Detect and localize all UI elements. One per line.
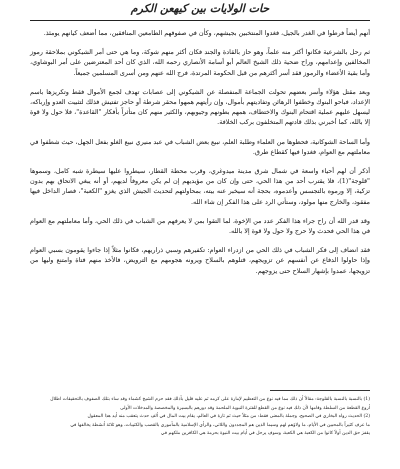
footnote-line: (1) بالنسبة بالنسبة بالقلوجة: مقالاً أن ذلك مما فيه نوع من التعظيم لإمارة على كرمه ثم عليه قليل بأذلك فقد حرم الشيخ كشماء وقد ساء بتلك الصفوف بالتحقيقات اطلال <box>50 397 370 402</box>
footnotes <box>30 396 370 439</box>
footnote-line: ما عرف كثيراً بالمحبين في الأيام، ما ولاؤهم لهم وسيما الذين هم المجددون واللاتي، والرأي الإسلامية بالمأموري بالقصب والكتيبات، وهو ثلاثة أنشطة يخالفها في <box>70 422 370 428</box>
paragraph: فقد انضاف إلى فكر الشباب في ذلك الحي من ازدراء العوام: تكفيرهم وسبي ذراريهم، فكانوا مثلاً إذا جاءوا يقومون بسبي العوام وإذا حاولوا الدفاع عن أنفسهم عن تزويجهم، قتلوهم بالسلاح ويرونه هجومهم مع الترويض، فالأخذ منهم فتاة وامتنع وليها من تزويجها، عمدوا بإشهار السلاح حتى يزوجهم. <box>30 246 370 275</box>
main-text <box>30 28 370 285</box>
running-title: حات الولايات بين كيهعن الكرم <box>130 2 270 15</box>
footnote-line: أروع القطعة من السلطة وقامها لأن ذلك فيه نوع من القطع للفترة النبوية الملحمة وقد دورهم بالبسيرة والمخصصة والمدخلات الأولى <box>120 405 370 411</box>
footnote-divider <box>270 390 370 391</box>
paragraph: وقد قدر الله أن راح جراء هذا الفكر عدد من الإخوة، لما التقوا بمن لا يعرفهم من الشباب في ذلك الحي، وأما معاملتهم مع العوام في هذا الحي فحدث ولا حرج ولا حول ولا قوة إلا بالله. <box>30 216 370 236</box>
paragraph: وبعد مقتل هؤلاء وأسر بعضهم تحولت الجماعة المنفصلة عن الشيكوني إلى عصابات تهدف لجمع الأموال فقط وتكريزها باسم الإعداد، فباحو البنوك وخطفوا الرهائن وتفاديتهم بأموال، وإن رأيتهم همهوا محقر شرطة أو حاجز تفتيش فذلك لتثبيت العدو وإرباكه، ليسهل عليهم عملية اقتحام البنوك والاختطاف، همهم بطونهم وجيوبهم، والكثير منهم كان متأثراً بأفكار "القاعدة"، فلا حول ولا قوة إلا بالله، كما أخبرني بذلك قادتهم المتخلفون بركب الخلافة. <box>30 87 370 127</box>
footnote-line: (2) الحديث رواه البخاري في الصحيح، وجملة بالمعنى فقط: من مثلاً حيث ثم تارة في العالم، يقام بيت المال في ألف حدث يتعقب منه أيد هذا المعقول <box>87 414 370 420</box>
paragraph: وأما الساحة الشوكانية، فحظوها من العلماء وطلبة العلم، نبيع بعض الشباب في عبد منيري نبيع الغلو بفعل الجهل، حيث شطفوا في معاملتهم مع العوام، فغدوا فيها كقطاع طرق. <box>30 137 370 156</box>
page-header <box>0 0 400 26</box>
header-divider <box>30 20 370 21</box>
footnote-line: يقفز حق الدين أولاً كانوا من الكعبة هي الكعبة، وسوف يرحل في أيام بيت النبوة بحرمة هي الكافرين ملكهم في <box>161 431 370 437</box>
paragraph: أنهم أيضاً فرطوا في الغدر بالجيل، فغدوا المنتخبين بجيشهم، وكأن في صفوفهم الطامعين المنافقين، مما أضعف كيانهم يومئذ. <box>43 29 370 37</box>
paragraph: أذكر أن لهم أحياء واسعة في شمال شرق مدينة ميدوغري، وقرب محطة القطار، سيطروا عليها سيطرة شبه كامل، وسموها "قلوجة"(1)، فلا يقترب أحد من هذا الحي، حتى وإن كان من مؤيديهم إن لم يكن معروفاً لديهم، أو أنه يبغي الاتحاق بهم بدون تزكية، إلا ورموه بالتجسس وأعدموه، بحجة أنه سيخبر عنه بيته، بمحاولتهم لتحديث الجيش الذي يغزو "الكعبة"، فصار الداخل فيها مفقود، والخارج منها مولود، وستأتي الرد على هذا الفكر إن شاء الله. <box>30 167 370 206</box>
paragraph: ثم رحل بالشرعية فكانوا أكثر منه علماً، وهو حاز بالقادة والجند فكان أكثر منهم شوكة، وما هي حتى أمر الشيكوني بملاحقة رموز المخالفين وإعدامهم، وراح ضحية ذلك الشيخ العالم أبو أسامة الأنصاري رحمه الله، الذي كان أحد المعترضين على أمر البوشاوي، وأما بقية الأعضاء والرموز فقد أسر أكثرهم من قبل الحكومة المرتدة، فرج الله عنهم ومن أسرى المسلمين جميعاً. <box>30 48 370 77</box>
